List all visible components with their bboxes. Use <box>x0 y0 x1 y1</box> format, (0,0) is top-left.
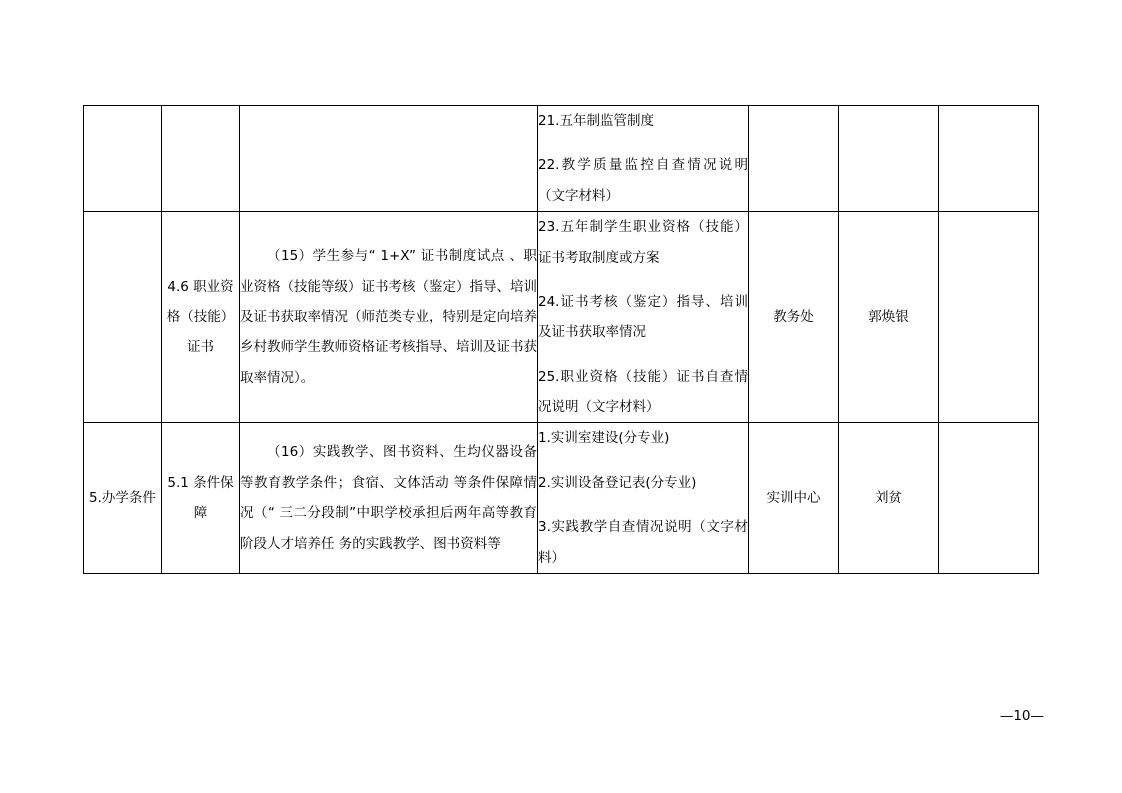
material-item: 24.证书考核（鉴定）指导、培训及证书获取率情况 <box>538 293 748 341</box>
cell-materials <box>538 423 749 574</box>
cell-materials <box>538 106 749 212</box>
cell-subcategory: 4.6 职业资格（技能）证书 <box>162 212 240 423</box>
material-item: 25.职业资格（技能）证书自查情况说明（文字材料） <box>538 368 748 415</box>
cell-person: 郭焕银 <box>839 212 939 423</box>
cell-remark <box>939 423 1039 574</box>
table-row <box>84 212 1039 423</box>
cell-requirement <box>240 106 538 212</box>
cell-subcategory: 5.1 条件保障 <box>162 423 240 574</box>
cell-department: 教务处 <box>749 212 839 423</box>
table-row <box>84 106 1039 212</box>
material-item: 1.实训室建设(分专业) <box>538 430 670 447</box>
cell-person: 刘贫 <box>839 423 939 574</box>
cell-category: 5.办学条件 <box>84 423 162 574</box>
material-item: 22.教学质量监控自查情况说明（文字材料） <box>538 157 748 204</box>
material-item: 3.实践教学自查情况说明（文字材料） <box>538 519 748 566</box>
cell-materials <box>538 212 749 423</box>
material-item: 2.实训设备登记表(分专业) <box>538 474 697 491</box>
material-item: 23.五年制学生职业资格（技能）证书考取制度或方案 <box>538 219 748 266</box>
cell-requirement: （15）学生参与“ 1+X” 证书制度试点 、职业资格（技能等级）证书考核（鉴定）指导、培训及证书获取率情况（师范类专业，特别是定向培养乡村教师学生教师资格证考核指导、培训及证书获取率情况）。 <box>240 212 538 423</box>
table-row <box>84 423 1039 574</box>
page-number: —10— <box>999 708 1044 724</box>
cell-requirement: （16）实践教学、图书资料、生均仪器设备等教育教学条件；食宿、文体活动 等条件保障情况（“ 三二分段制”中职学校承担后两年高等教育阶段人才培养任 务的实践教学、图书资料等 <box>240 423 538 574</box>
cell-category <box>84 106 162 212</box>
material-item: 21.五年制监管制度 <box>538 113 654 129</box>
cell-department: 实训中心 <box>749 423 839 574</box>
inspection-checklist-table <box>83 105 1039 574</box>
cell-person <box>839 106 939 212</box>
cell-department <box>749 106 839 212</box>
cell-remark <box>939 212 1039 423</box>
cell-remark <box>939 106 1039 212</box>
cell-subcategory <box>162 106 240 212</box>
cell-category <box>84 212 162 423</box>
